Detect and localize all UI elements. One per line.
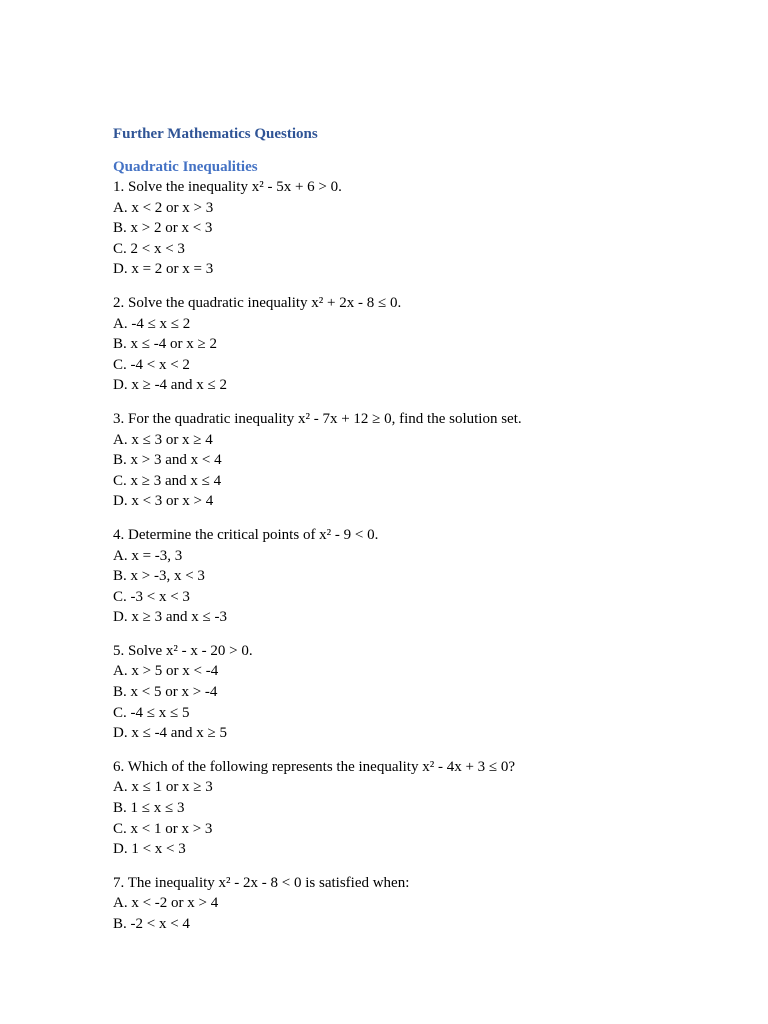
answer-option: B. x > -3, x < 3 — [113, 568, 205, 585]
answer-option: C. -4 ≤ x ≤ 5 — [113, 704, 190, 721]
answer-option: B. x > 2 or x < 3 — [113, 220, 213, 237]
answer-option: B. x > 3 and x < 4 — [113, 452, 222, 469]
answer-option: D. 1 < x < 3 — [113, 841, 186, 858]
answer-option: C. -4 < x < 2 — [113, 356, 190, 373]
question-7 — [113, 873, 713, 935]
question-text: 3. For the quadratic inequality x² - 7x + 12 ≥ 0, find the solution set. — [113, 410, 522, 427]
question-text: 6. Which of the following represents the inequality x² - 4x + 3 ≤ 0? — [113, 758, 516, 775]
answer-option: C. -3 < x < 3 — [113, 588, 190, 605]
question-4 — [113, 525, 713, 628]
answer-option: B. 1 ≤ x ≤ 3 — [113, 800, 185, 817]
answer-option: A. x ≤ 1 or x ≥ 3 — [113, 779, 213, 796]
document-page — [113, 124, 713, 948]
answer-option: D. x ≥ 3 and x ≤ -3 — [113, 609, 227, 626]
answer-option: A. x ≤ 3 or x ≥ 4 — [113, 431, 213, 448]
question-3 — [113, 409, 713, 512]
question-text: 2. Solve the quadratic inequality x² + 2x - 8 ≤ 0. — [113, 294, 402, 311]
answer-option: A. x > 5 or x < -4 — [113, 663, 219, 680]
answer-option: D. x ≤ -4 and x ≥ 5 — [113, 725, 227, 742]
answer-option: A. x < -2 or x > 4 — [113, 895, 219, 912]
question-text: 4. Determine the critical points of x² - 9 < 0. — [113, 526, 379, 543]
question-5 — [113, 641, 713, 744]
answer-option: A. -4 ≤ x ≤ 2 — [113, 315, 191, 332]
section-heading: Quadratic Inequalities — [113, 159, 258, 175]
answer-option: B. -2 < x < 4 — [113, 916, 190, 932]
question-2 — [113, 293, 713, 396]
answer-option: B. x < 5 or x > -4 — [113, 684, 218, 701]
question-6 — [113, 757, 713, 860]
answer-option: C. x < 1 or x > 3 — [113, 820, 213, 837]
question-1 — [113, 177, 713, 280]
answer-option: C. 2 < x < 3 — [113, 240, 185, 257]
question-text: 7. The inequality x² - 2x - 8 < 0 is satisfied when: — [113, 874, 410, 891]
answer-option: B. x ≤ -4 or x ≥ 2 — [113, 336, 217, 353]
question-text: 1. Solve the inequality x² - 5x + 6 > 0. — [113, 179, 342, 195]
answer-option: C. x ≥ 3 and x ≤ 4 — [113, 472, 222, 489]
question-list — [113, 177, 713, 935]
question-text: 5. Solve x² - x - 20 > 0. — [113, 642, 253, 659]
answer-option: D. x = 2 or x = 3 — [113, 261, 214, 278]
answer-option: D. x < 3 or x > 4 — [113, 493, 214, 510]
answer-option: A. x = -3, 3 — [113, 547, 183, 564]
answer-option: A. x < 2 or x > 3 — [113, 199, 214, 216]
document-title: Further Mathematics Questions — [113, 126, 318, 142]
answer-option: D. x ≥ -4 and x ≤ 2 — [113, 377, 227, 394]
